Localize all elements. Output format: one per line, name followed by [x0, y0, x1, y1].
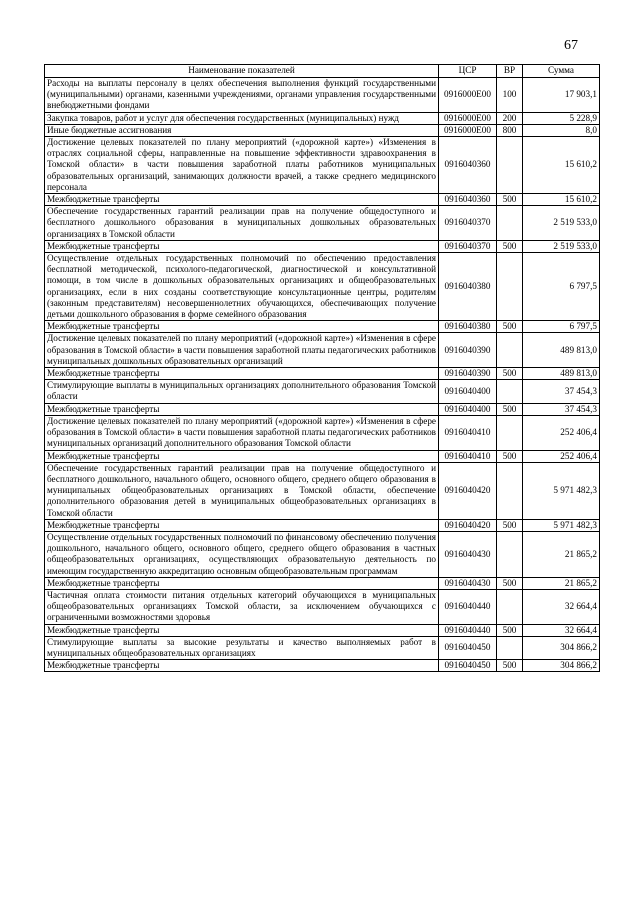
row-sum-cell: 5 971 482,3 — [523, 519, 600, 531]
row-csr-cell: 0916040410 — [439, 415, 497, 450]
row-name-cell: Осуществление отдельных государственных полномочий по финансовому обеспечению получения дошкольного, начального общего, основного общего, среднего общего образования в частных общеобразовательных организациях, осуществляющих образовательную деятельность по имеющим государственную аккредитацию основным общеобразовательным программам — [45, 531, 439, 577]
row-csr-cell: 0916040420 — [439, 462, 497, 519]
column-header-name: Наименование показателей — [45, 65, 439, 78]
row-name-cell: Расходы на выплаты персоналу в целях обеспечения выполнения функций государственными (муниципальными) органами, казенными учреждениями, органами управления государственными внебюджетными фондами — [45, 78, 439, 113]
row-name-cell: Межбюджетные трансферты — [45, 624, 439, 636]
row-sum-cell: 17 903,1 — [523, 78, 600, 113]
row-vr-cell: 500 — [497, 660, 523, 672]
row-csr-cell: 0916040390 — [439, 368, 497, 380]
row-vr-cell — [497, 206, 523, 241]
row-name-cell: Межбюджетные трансферты — [45, 403, 439, 415]
table-row — [45, 253, 600, 321]
row-vr-cell — [497, 531, 523, 577]
row-sum-cell: 252 406,4 — [523, 415, 600, 450]
row-name-cell: Межбюджетные трансферты — [45, 519, 439, 531]
table-row — [45, 78, 600, 113]
row-name-cell: Достижение целевых показателей по плану мероприятий («дорожной карте») «Изменения в отраслях социальной сферы, направленные на повышение эффективности здравоохранения в Томской области» в части повышения заработной платы работников муниципальных образовательных организаций, занимающих должности врачей, а также среднего медицинского персонала — [45, 137, 439, 194]
row-name-cell: Межбюджетные трансферты — [45, 368, 439, 380]
row-sum-cell: 304 866,2 — [523, 660, 600, 672]
row-sum-cell: 32 664,4 — [523, 624, 600, 636]
row-sum-cell: 37 454,3 — [523, 403, 600, 415]
row-csr-cell: 0916040440 — [439, 589, 497, 624]
row-vr-cell: 500 — [497, 450, 523, 462]
row-sum-cell: 21 865,2 — [523, 531, 600, 577]
row-vr-cell: 500 — [497, 624, 523, 636]
row-csr-cell: 0916040370 — [439, 240, 497, 252]
row-vr-cell: 500 — [497, 240, 523, 252]
table-row — [45, 240, 600, 252]
row-vr-cell — [497, 636, 523, 659]
row-csr-cell: 0916040450 — [439, 636, 497, 659]
row-sum-cell: 15 610,2 — [523, 137, 600, 194]
table-row — [45, 589, 600, 624]
table-row — [45, 577, 600, 589]
row-vr-cell: 800 — [497, 124, 523, 136]
column-header-vr: ВР — [497, 65, 523, 78]
page-number: 67 — [564, 38, 578, 53]
budget-table — [44, 64, 600, 672]
row-name-cell: Межбюджетные трансферты — [45, 660, 439, 672]
row-sum-cell: 6 797,5 — [523, 321, 600, 333]
row-csr-cell: 0916040380 — [439, 321, 497, 333]
table-body — [45, 78, 600, 672]
table-row — [45, 415, 600, 450]
table-row — [45, 462, 600, 519]
row-name-cell: Обеспечение государственных гарантий реализации прав на получение общедоступного и бесплатного дошкольного образования в муниципальных дошкольных образовательных организациях в Томской области — [45, 206, 439, 241]
row-csr-cell: 0916040390 — [439, 333, 497, 368]
table-row — [45, 403, 600, 415]
row-sum-cell: 252 406,4 — [523, 450, 600, 462]
row-csr-cell: 0916000Е00 — [439, 112, 497, 124]
row-vr-cell — [497, 253, 523, 321]
row-sum-cell: 6 797,5 — [523, 253, 600, 321]
row-name-cell: Межбюджетные трансферты — [45, 194, 439, 206]
table-row — [45, 137, 600, 194]
row-name-cell: Осуществление отдельных государственных полномочий по обеспечению предоставления бесплатной методической, психолого-педагогической, диагностической и консультативной помощи, в том числе в дошкольных образовательных организациях и общеобразовательных организациях, если в них созданы соответствующие консультационные центры, родителям (законным представителям) несовершеннолетних обучающихся, обеспечивающих получение детьми дошкольного образования в форме семейного образования — [45, 253, 439, 321]
column-header-csr: ЦСР — [439, 65, 497, 78]
row-sum-cell: 32 664,4 — [523, 589, 600, 624]
row-vr-cell: 500 — [497, 321, 523, 333]
row-name-cell: Межбюджетные трансферты — [45, 240, 439, 252]
row-csr-cell: 0916040400 — [439, 380, 497, 403]
row-csr-cell: 0916040410 — [439, 450, 497, 462]
row-csr-cell: 0916040420 — [439, 519, 497, 531]
table-row — [45, 519, 600, 531]
row-csr-cell: 0916000Е00 — [439, 124, 497, 136]
row-vr-cell — [497, 380, 523, 403]
row-csr-cell: 0916040440 — [439, 624, 497, 636]
row-vr-cell — [497, 589, 523, 624]
row-sum-cell: 304 866,2 — [523, 636, 600, 659]
row-csr-cell: 0916040430 — [439, 577, 497, 589]
table-row — [45, 380, 600, 403]
table-row — [45, 194, 600, 206]
table-header-row — [45, 65, 600, 78]
row-sum-cell: 15 610,2 — [523, 194, 600, 206]
row-name-cell: Межбюджетные трансферты — [45, 450, 439, 462]
row-name-cell: Частичная оплата стоимости питания отдельных категорий обучающихся в муниципальных общеобразовательных организациях Томской области, за исключением обучающихся с ограниченными возможностями здоровья — [45, 589, 439, 624]
table-row — [45, 124, 600, 136]
row-name-cell: Закупка товаров, работ и услуг для обеспечения государственных (муниципальных) нужд — [45, 112, 439, 124]
table-row — [45, 112, 600, 124]
row-csr-cell: 0916040370 — [439, 206, 497, 241]
table-row — [45, 333, 600, 368]
table-row — [45, 660, 600, 672]
row-name-cell: Обеспечение государственных гарантий реализации прав на получение общедоступного и бесплатного дошкольного, начального общего, основного общего, среднего общего образования в муниципальных общеобразовательных организациях в Томской области, обеспечение дополнительного образования детей в муниципальных общеобразовательных организациях в Томской области — [45, 462, 439, 519]
table-row — [45, 624, 600, 636]
row-vr-cell: 500 — [497, 368, 523, 380]
row-sum-cell: 5 228,9 — [523, 112, 600, 124]
row-vr-cell — [497, 462, 523, 519]
row-name-cell: Достижение целевых показателей по плану мероприятий («дорожной карте») «Изменения в сфере образования в Томской области» в части повышения заработной платы педагогических работников муниципальных дошкольных образовательных организаций — [45, 333, 439, 368]
row-sum-cell: 21 865,2 — [523, 577, 600, 589]
row-name-cell: Стимулирующие выплаты в муниципальных организациях дополнительного образования Томской области — [45, 380, 439, 403]
row-vr-cell: 500 — [497, 403, 523, 415]
row-vr-cell — [497, 137, 523, 194]
row-csr-cell: 0916040400 — [439, 403, 497, 415]
row-sum-cell: 8,0 — [523, 124, 600, 136]
row-sum-cell: 2 519 533,0 — [523, 206, 600, 241]
row-csr-cell: 0916040430 — [439, 531, 497, 577]
row-name-cell: Межбюджетные трансферты — [45, 577, 439, 589]
row-name-cell: Стимулирующие выплаты за высокие результаты и качество выполняемых работ в муниципальных общеобразовательных организациях — [45, 636, 439, 659]
row-vr-cell — [497, 333, 523, 368]
row-csr-cell: 0916040380 — [439, 253, 497, 321]
row-vr-cell: 500 — [497, 577, 523, 589]
row-sum-cell: 489 813,0 — [523, 333, 600, 368]
row-csr-cell: 0916040450 — [439, 660, 497, 672]
row-vr-cell: 200 — [497, 112, 523, 124]
row-sum-cell: 37 454,3 — [523, 380, 600, 403]
row-csr-cell: 0916040360 — [439, 137, 497, 194]
row-vr-cell: 500 — [497, 194, 523, 206]
table-row — [45, 531, 600, 577]
row-name-cell: Достижение целевых показателей по плану мероприятий («дорожной карте») «Изменения в сфере образования в Томской области» в части повышения заработной платы педагогических работников муниципальных организаций дополнительного образования Томской области — [45, 415, 439, 450]
table-row — [45, 321, 600, 333]
column-header-sum: Сумма — [523, 65, 600, 78]
row-sum-cell: 489 813,0 — [523, 368, 600, 380]
table-row — [45, 450, 600, 462]
row-vr-cell — [497, 415, 523, 450]
row-sum-cell: 2 519 533,0 — [523, 240, 600, 252]
row-name-cell: Межбюджетные трансферты — [45, 321, 439, 333]
table-row — [45, 368, 600, 380]
row-csr-cell: 0916040360 — [439, 194, 497, 206]
table-row — [45, 636, 600, 659]
row-vr-cell: 100 — [497, 78, 523, 113]
row-sum-cell: 5 971 482,3 — [523, 462, 600, 519]
row-csr-cell: 0916000Е00 — [439, 78, 497, 113]
table-row — [45, 206, 600, 241]
row-vr-cell: 500 — [497, 519, 523, 531]
row-name-cell: Иные бюджетные ассигнования — [45, 124, 439, 136]
